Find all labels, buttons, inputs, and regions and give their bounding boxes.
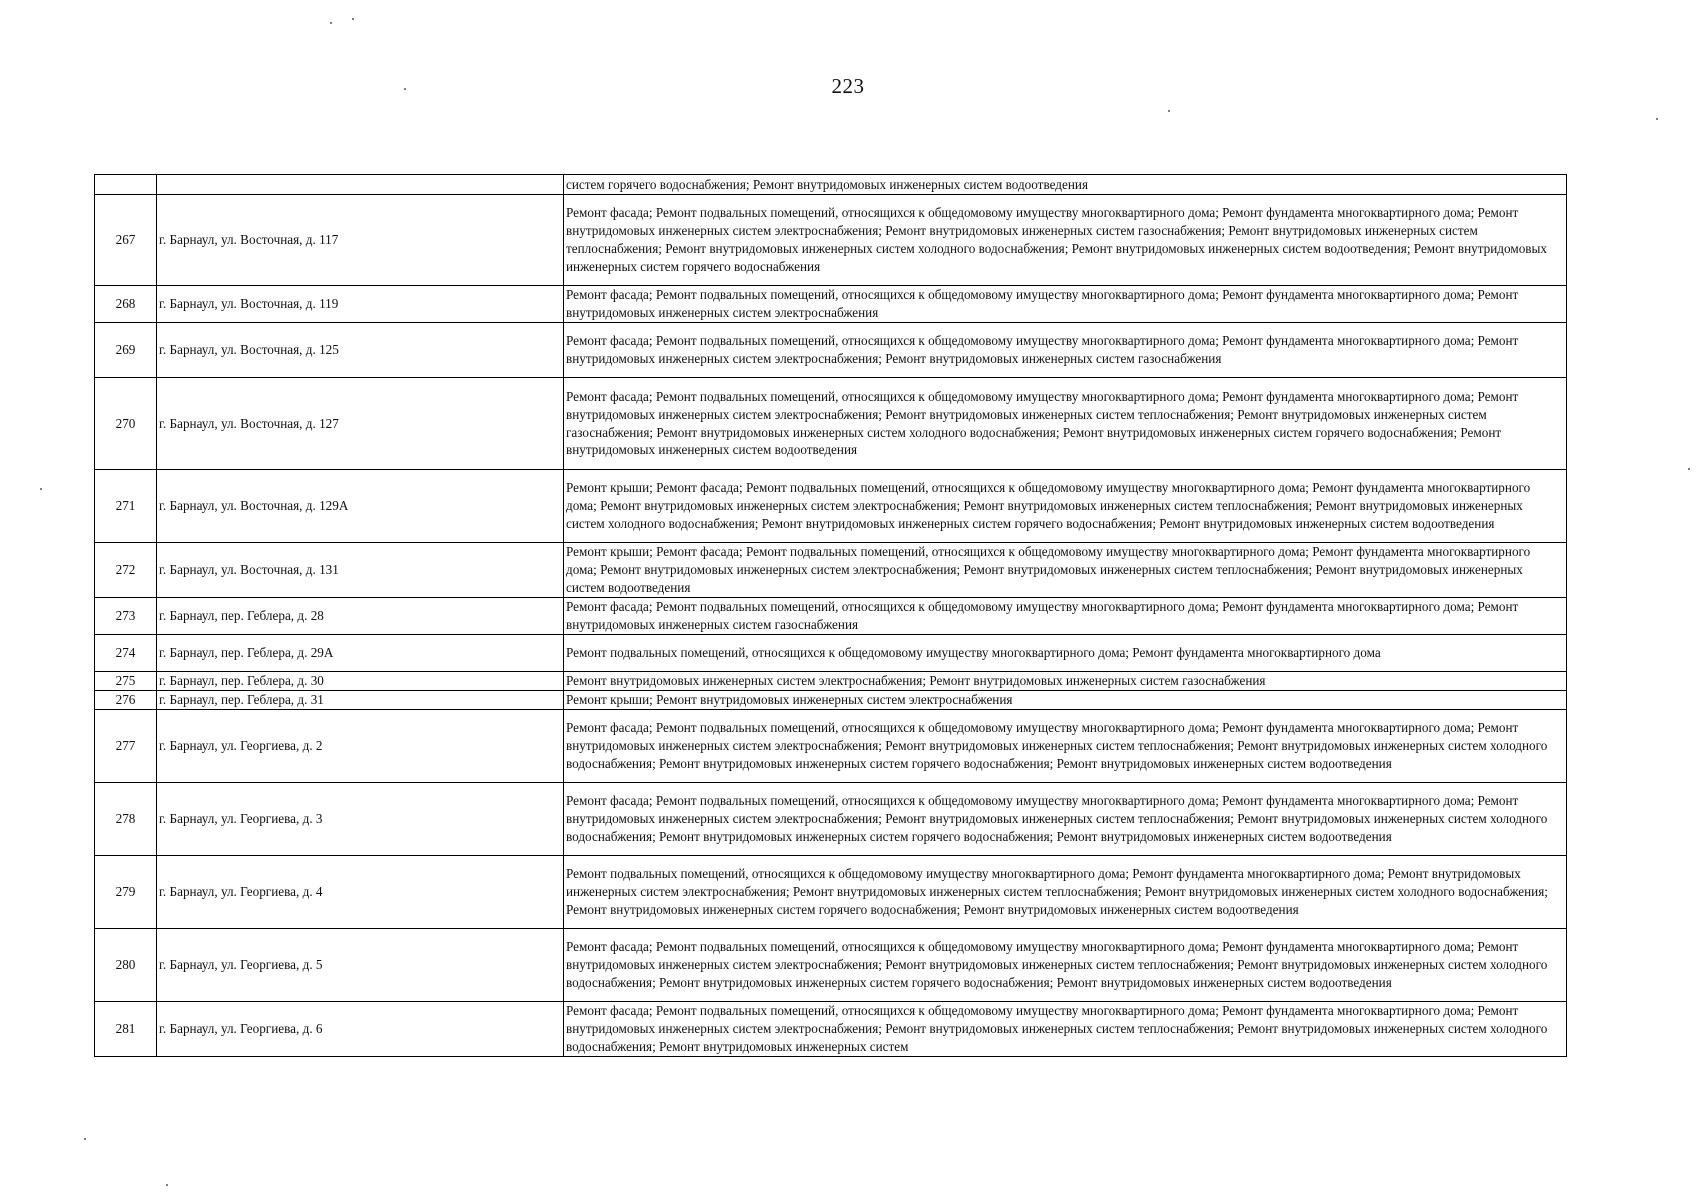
- address-cell: г. Барнаул, пер. Геблера, д. 31: [157, 690, 564, 709]
- table-body: [95, 175, 1567, 1057]
- row-number-cell: 271: [95, 470, 157, 543]
- address-cell: г. Барнаул, ул. Георгиева, д. 6: [157, 1001, 564, 1056]
- address-cell: г. Барнаул, ул. Восточная, д. 117: [157, 195, 564, 286]
- row-number-cell: 267: [95, 195, 157, 286]
- row-number-cell: 276: [95, 690, 157, 709]
- address-cell: г. Барнаул, пер. Геблера, д. 29А: [157, 635, 564, 672]
- row-number-cell: 281: [95, 1001, 157, 1056]
- table-row: [95, 690, 1567, 709]
- scan-speck: [404, 88, 406, 90]
- works-cell: систем горячего водоснабжения; Ремонт внутридомовых инженерных систем водоотведения: [564, 175, 1567, 195]
- row-number-cell: 273: [95, 598, 157, 635]
- works-cell: Ремонт крыши; Ремонт фасада; Ремонт подвальных помещений, относящихся к общедомовому имуществу многоквартирного дома; Ремонт фундамента многоквартирного дома; Ремонт внутридомовых инженерных систем электроснабжения; Ремонт внутридомовых инженерных систем теплоснабжения; Ремонт внутридомовых инженерных систем водоотведения: [564, 543, 1567, 598]
- works-cell: Ремонт фасада; Ремонт подвальных помещений, относящихся к общедомовому имуществу многоквартирного дома; Ремонт фундамента многоквартирного дома; Ремонт внутридомовых инженерных систем электроснабжения; Ремонт внутридомовых инженерных систем теплоснабжения; Ремонт внутридомовых инженерных систем холодного водоснабжения; Ремонт внутридомовых инженерных систем горячего водоснабжения; Ремонт внутридомовых инженерных систем водоотведения: [564, 928, 1567, 1001]
- row-number-cell: 268: [95, 286, 157, 323]
- address-cell: г. Барнаул, ул. Восточная, д. 119: [157, 286, 564, 323]
- row-number-cell: 279: [95, 855, 157, 928]
- scan-speck: [1656, 118, 1658, 120]
- row-number-cell: 275: [95, 672, 157, 691]
- works-cell: Ремонт фасада; Ремонт подвальных помещений, относящихся к общедомовому имуществу многоквартирного дома; Ремонт фундамента многоквартирного дома; Ремонт внутридомовых инженерных систем электроснабжения; Ремонт внутридомовых инженерных систем теплоснабжения; Ремонт внутридомовых инженерных систем холодного водоснабжения; Ремонт внутридомовых инженерных систем горячего водоснабжения; Ремонт внутридомовых инженерных систем водоотведения: [564, 782, 1567, 855]
- works-cell: Ремонт фасада; Ремонт подвальных помещений, относящихся к общедомовому имуществу многоквартирного дома; Ремонт фундамента многоквартирного дома; Ремонт внутридомовых инженерных систем электроснабжения: [564, 286, 1567, 323]
- works-cell: Ремонт внутридомовых инженерных систем электроснабжения; Ремонт внутридомовых инженерных систем газоснабжения: [564, 672, 1567, 691]
- works-cell: Ремонт крыши; Ремонт фасада; Ремонт подвальных помещений, относящихся к общедомовому имуществу многоквартирного дома; Ремонт фундамента многоквартирного дома; Ремонт внутридомовых инженерных систем электроснабжения; Ремонт внутридомовых инженерных систем теплоснабжения; Ремонт внутридомовых инженерных систем холодного водоснабжения; Ремонт внутридомовых инженерных систем горячего водоснабжения; Ремонт внутридомовых инженерных систем водоотведения: [564, 470, 1567, 543]
- scan-speck: [166, 1184, 168, 1186]
- table-row: [95, 1001, 1567, 1056]
- table-row: [95, 928, 1567, 1001]
- scan-speck: [352, 18, 354, 20]
- works-cell: Ремонт фасада; Ремонт подвальных помещений, относящихся к общедомовому имуществу многоквартирного дома; Ремонт фундамента многоквартирного дома; Ремонт внутридомовых инженерных систем электроснабжения; Ремонт внутридомовых инженерных систем газоснабжения: [564, 323, 1567, 378]
- table-row: [95, 855, 1567, 928]
- address-cell: г. Барнаул, ул. Георгиева, д. 3: [157, 782, 564, 855]
- scan-speck: [330, 22, 332, 24]
- row-number-cell: 269: [95, 323, 157, 378]
- table-row: [95, 709, 1567, 782]
- address-cell: [157, 175, 564, 195]
- table-row: [95, 470, 1567, 543]
- table-row: [95, 378, 1567, 470]
- works-cell: Ремонт фасада; Ремонт подвальных помещений, относящихся к общедомовому имуществу многоквартирного дома; Ремонт фундамента многоквартирного дома; Ремонт внутридомовых инженерных систем электроснабжения; Ремонт внутридомовых инженерных систем теплоснабжения; Ремонт внутридомовых инженерных систем холодного водоснабжения; Ремонт внутридомовых инженерных систем горячего водоснабжения; Ремонт внутридомовых инженерных систем водоотведения: [564, 709, 1567, 782]
- table-row: [95, 195, 1567, 286]
- table-row: [95, 598, 1567, 635]
- table-row: [95, 672, 1567, 691]
- table-row: [95, 323, 1567, 378]
- page-number: 223: [831, 74, 865, 98]
- works-cell: Ремонт подвальных помещений, относящихся к общедомовому имуществу многоквартирного дома; Ремонт фундамента многоквартирного дома: [564, 635, 1567, 672]
- row-number-cell: 280: [95, 928, 157, 1001]
- works-cell: Ремонт фасада; Ремонт подвальных помещений, относящихся к общедомовому имуществу многоквартирного дома; Ремонт фундамента многоквартирного дома; Ремонт внутридомовых инженерных систем электроснабжения; Ремонт внутридомовых инженерных систем теплоснабжения; Ремонт внутридомовых инженерных систем холодного водоснабжения; Ремонт внутридомовых инженерных систем: [564, 1001, 1567, 1056]
- row-number-cell: 278: [95, 782, 157, 855]
- works-cell: Ремонт подвальных помещений, относящихся к общедомовому имуществу многоквартирного дома; Ремонт фундамента многоквартирного дома; Ремонт внутридомовых инженерных систем электроснабжения; Ремонт внутридомовых инженерных систем теплоснабжения; Ремонт внутридомовых инженерных систем холодного водоснабжения; Ремонт внутридомовых инженерных систем горячего водоснабжения; Ремонт внутридомовых инженерных систем водоотведения: [564, 855, 1567, 928]
- repair-works-table: [94, 174, 1567, 1057]
- works-cell: Ремонт крыши; Ремонт внутридомовых инженерных систем электроснабжения: [564, 690, 1567, 709]
- scan-speck: [1688, 468, 1690, 470]
- table-row: [95, 286, 1567, 323]
- works-cell: Ремонт фасада; Ремонт подвальных помещений, относящихся к общедомовому имуществу многоквартирного дома; Ремонт фундамента многоквартирного дома; Ремонт внутридомовых инженерных систем электроснабжения; Ремонт внутридомовых инженерных систем теплоснабжения; Ремонт внутридомовых инженерных систем газоснабжения; Ремонт внутридомовых инженерных систем холодного водоснабжения; Ремонт внутридомовых инженерных систем горячего водоснабжения; Ремонт внутридомовых инженерных систем водоотведения: [564, 378, 1567, 470]
- row-number-cell: 274: [95, 635, 157, 672]
- row-number-cell: 270: [95, 378, 157, 470]
- table-row: [95, 782, 1567, 855]
- scan-speck: [84, 1138, 86, 1140]
- works-cell: Ремонт фасада; Ремонт подвальных помещений, относящихся к общедомовому имуществу многоквартирного дома; Ремонт фундамента многоквартирного дома; Ремонт внутридомовых инженерных систем газоснабжения: [564, 598, 1567, 635]
- address-cell: г. Барнаул, пер. Геблера, д. 28: [157, 598, 564, 635]
- address-cell: г. Барнаул, ул. Восточная, д. 125: [157, 323, 564, 378]
- address-cell: г. Барнаул, ул. Георгиева, д. 2: [157, 709, 564, 782]
- address-cell: г. Барнаул, пер. Геблера, д. 30: [157, 672, 564, 691]
- address-cell: г. Барнаул, ул. Восточная, д. 131: [157, 543, 564, 598]
- address-cell: г. Барнаул, ул. Георгиева, д. 4: [157, 855, 564, 928]
- row-number-cell: 277: [95, 709, 157, 782]
- address-cell: г. Барнаул, ул. Восточная, д. 129А: [157, 470, 564, 543]
- table-row: [95, 543, 1567, 598]
- address-cell: г. Барнаул, ул. Восточная, д. 127: [157, 378, 564, 470]
- row-number-cell: [95, 175, 157, 195]
- table-row: [95, 635, 1567, 672]
- works-cell: Ремонт фасада; Ремонт подвальных помещений, относящихся к общедомовому имуществу многоквартирного дома; Ремонт фундамента многоквартирного дома; Ремонт внутридомовых инженерных систем электроснабжения; Ремонт внутридомовых инженерных систем газоснабжения; Ремонт внутридомовых инженерных систем теплоснабжения; Ремонт внутридомовых инженерных систем холодного водоснабжения; Ремонт внутридомовых инженерных систем водоотведения; Ремонт внутридомовых инженерных систем горячего водоснабжения: [564, 195, 1567, 286]
- row-number-cell: 272: [95, 543, 157, 598]
- table-row: [95, 175, 1567, 195]
- scan-speck: [1168, 110, 1170, 112]
- scan-speck: [40, 488, 42, 490]
- address-cell: г. Барнаул, ул. Георгиева, д. 5: [157, 928, 564, 1001]
